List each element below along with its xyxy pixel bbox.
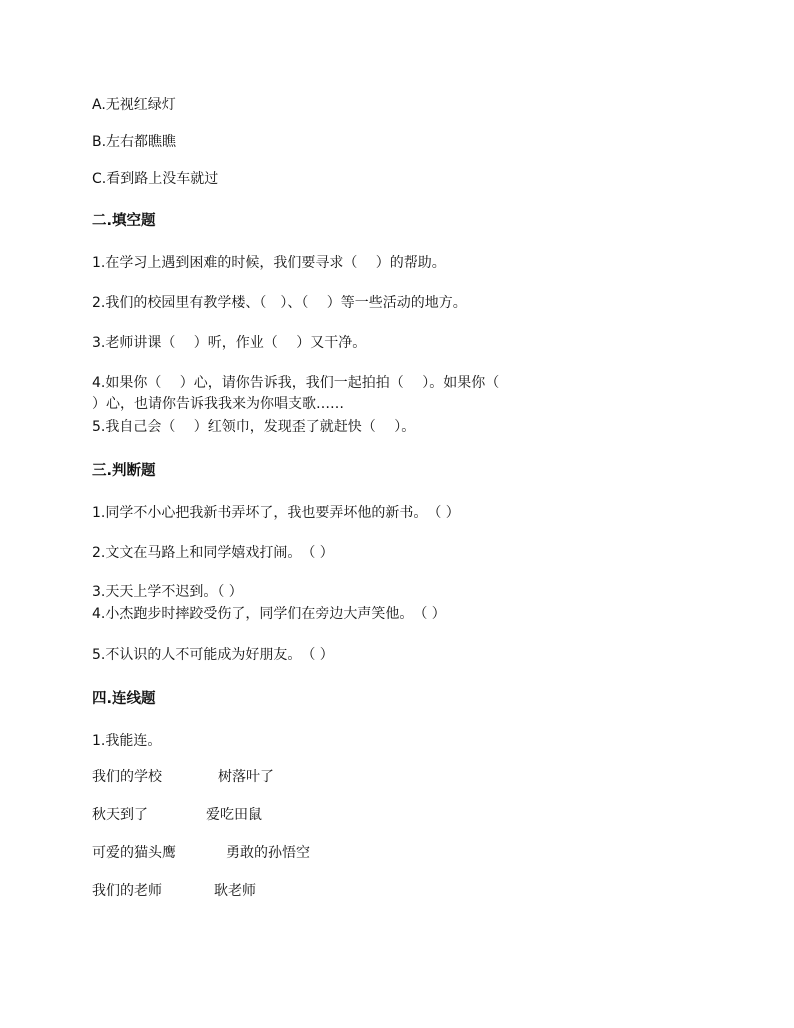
fill-blank-item: 3.老师讲课（ ）听，作业（ ）又干净。 [92, 335, 367, 351]
option-a: A.无视红绿灯 [92, 97, 176, 113]
true-false-item: 5.不认识的人不可能成为好朋友。 （ ） [92, 647, 334, 663]
true-false-item: 1.同学不小心把我新书弄坏了，我也要弄坏他的新书。 （ ） [92, 505, 460, 521]
matching-left: 我们的学校 [92, 769, 162, 785]
section-title-fill-blank: 二.填空题 [92, 213, 156, 229]
matching-pair [92, 882, 256, 900]
matching-right: 爱吃田鼠 [206, 807, 262, 823]
matching-subtitle: 1.我能连。 [92, 733, 162, 749]
true-false-item: 3.天天上学不迟到。（ ） [92, 584, 243, 600]
fill-blank-item-continued: ）心，也请你告诉我我来为你唱支歌…… [92, 396, 344, 412]
matching-right: 勇敢的孙悟空 [226, 845, 310, 861]
fill-blank-item: 1.在学习上遇到困难的时候，我们要寻求（ ）的帮助。 [92, 255, 446, 271]
true-false-item: 2.文文在马路上和同学嬉戏打闹。 （ ） [92, 545, 334, 561]
matching-right: 树落叶了 [218, 769, 274, 785]
matching-pair [92, 806, 262, 824]
option-b: B.左右都瞧瞧 [92, 134, 177, 150]
matching-left: 我们的老师 [92, 883, 162, 899]
matching-pair [92, 768, 274, 786]
fill-blank-item: 5.我自己会（ ）红领巾，发现歪了就赶快（ ）。 [92, 419, 416, 435]
matching-left: 可爱的猫头鹰 [92, 845, 176, 861]
fill-blank-item: 4.如果你（ ）心，请你告诉我，我们一起拍拍（ ）。如果你（ [92, 375, 500, 391]
matching-left: 秋天到了 [92, 807, 148, 823]
true-false-item: 4.小杰跑步时摔跤受伤了，同学们在旁边大声笑他。 （ ） [92, 606, 446, 622]
section-title-true-false: 三.判断题 [92, 463, 156, 479]
matching-pair [92, 844, 310, 862]
option-c: C.看到路上没车就过 [92, 171, 219, 187]
matching-right: 耿老师 [214, 883, 256, 899]
fill-blank-item: 2.我们的校园里有教学楼、（ ）、（ ）等一些活动的地方。 [92, 295, 467, 311]
section-title-matching: 四.连线题 [92, 691, 156, 707]
